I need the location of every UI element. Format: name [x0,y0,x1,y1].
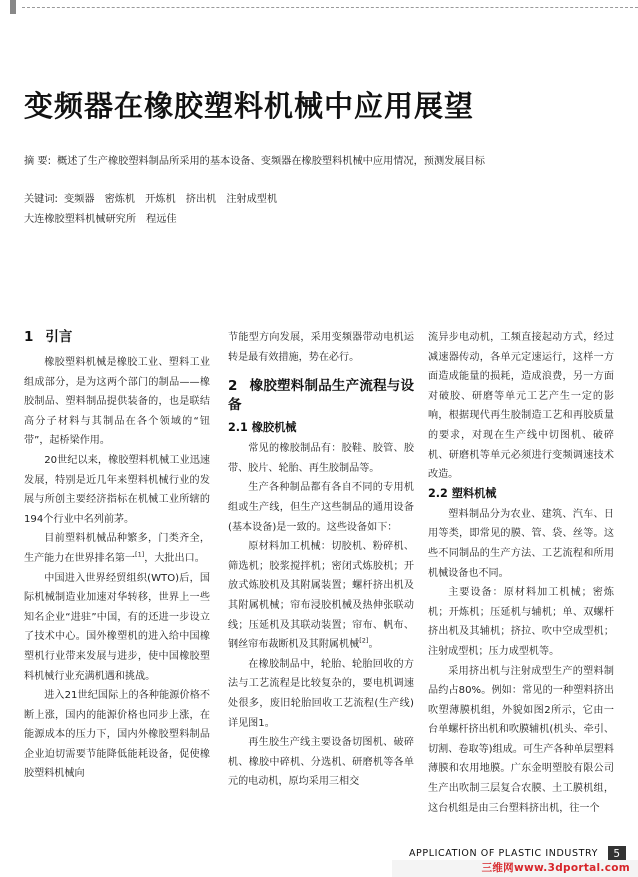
section-number: 2 [228,378,238,395]
citation: [1] [135,550,145,559]
paragraph: 主要设备：原材料加工机械；密炼机；开炼机；压延机与辅机；单、双螺杆挤出机及其辅机；挤拉、吹中空成型机；注射成型机；压力成型机等。 [428,587,614,657]
keyword: 开炼机 [145,194,176,205]
abstract-text: 概述了生产橡胶塑料制品所采用的基本设备、变频器在橡胶塑料机械中应用情况，预测发展目标 [57,156,485,167]
keyword: 变频器 [64,194,95,205]
column-2 [228,328,414,792]
top-border [0,0,638,14]
paragraph: 橡胶塑料机械是橡胶工业、塑料工业组成部分，是为这两个部门的制品——橡胶制品、塑料制品提供装备的，也是联结高分子材料与其制品在各个领域的“钮带”，起桥梁作用。 [24,357,210,447]
keyword: 挤出机 [185,194,217,205]
corner-mark [10,0,16,14]
page-number: 5 [608,846,626,862]
paragraph: 节能型方向发展，采用变频器带动电机运转是最有效措施，势在必行。 [228,332,414,363]
paragraph: 常见的橡胶制品有：胶鞋、胶管、胶带、胶片、轮胎、再生胶制品等。 [228,443,414,474]
affiliation [24,210,624,230]
paragraph: 20世纪以来，橡胶塑料机械工业迅速发展，特别是近几年来塑料机械行业的发展与所创主要经济指标在机械工业所辖的194个行业中名列前茅。 [24,454,210,525]
journal-name: APPLICATION OF PLASTIC INDUSTRY [408,848,598,859]
article-title: 变频器在橡胶塑料机械中应用展望 [24,89,475,123]
paragraph: 采用挤出机与注射成型生产的塑料制品约占80%。例如：常见的一种塑料挤出吹塑薄膜机组，外貌如图2所示，它由一台单螺杆挤出机和吹膜辅机(机头、牵引、切割、卷取等)组成。可生产各种单层塑料薄膜和农用地膜。广东金明塑胶有限公司生产出吹制三层复合农膜、土工膜机组，这台机组是由三台塑料挤出机，往一个 [428,665,614,814]
section-heading [24,328,210,347]
subsection-heading: 2.1 橡胶机械 [228,421,297,435]
paragraph-text: 目前塑料机械品种繁多，门类齐全，生产能力在世界排名第一 [24,533,210,564]
keyword: 注射成型机 [226,194,278,205]
paragraph [24,529,210,568]
subsection-heading: 2.2 塑料机械 [428,486,497,500]
dashed-rule [22,7,638,8]
abstract-label: 摘 要: [24,156,52,167]
paragraph-text: 。 [368,639,379,651]
paragraph-text: 原材料加工机械：切胶机、粉碎机、筛选机；胶浆搅拌机；密闭式炼胶机；开放式炼胶机及其附属装置；螺杆挤出机及其附属机械；帘布浸胶机械及热伸张联动线；压延机及其联动装置；帘布、帆布、钢丝帘布裁断机及其附属机械 [228,541,414,651]
paragraph: 塑料制品分为农业、建筑、汽车、日用等类，即常见的膜、管、袋、丝等。这些不同制品的生产方法、工艺流程和所用机械设备也不同。 [428,508,614,579]
citation: [2] [359,636,369,645]
paragraph-text: ，大批出口。 [144,552,205,564]
section-title: 橡胶塑料制品生产流程与设备 [228,378,414,414]
column-1 [24,328,210,784]
keywords-label: 关键词: [24,194,58,205]
paragraph: 流异步电动机，工频直接起动方式，经过减速器传动，各单元定速运行，这样一方面造成能量的损耗，造成浪费，另一方面对破胶、研磨等单元工艺产生一定的影响，根据现代再生胶制造工艺和再胶质量的要求，对现在生产线中切图机、破碎机、研磨机等单元必须进行变频调速技术改造。 [428,332,614,481]
paragraph: 进入21世纪国际上的各种能源价格不断上涨，国内的能源价格也同步上涨，在能源成本的压力下，国内外橡胶塑料制品企业迫切需要节能降低能耗设备，促使橡胶塑料机械向 [24,690,210,780]
section-title: 引言 [45,329,73,345]
paragraph: 再生胶生产线主要设备切图机、破碎机、橡胶中碎机、分选机、研磨机等各单元的电动机，原均采用三相交 [228,737,414,788]
section-number: 1 [24,329,34,345]
paragraph: 生产各种制品都有各自不同的专用机组或生产线，但生产这些制品的通用设备(基本设备)是一致的。这些设备如下： [228,482,414,533]
author-name: 程远佳 [146,214,177,225]
keyword: 密炼机 [104,194,136,205]
paragraph [228,537,414,655]
affiliation-org: 大连橡胶塑料机械研究所 [24,214,137,225]
section-heading [228,377,414,415]
keywords [24,190,624,210]
paragraph: 在橡胶制品中，轮胎、轮胎回收的方法与工艺流程是比较复杂的，要电机调速处很多，废旧轮胎回收工艺流程(生产线)详见图1。 [228,658,414,729]
column-3 [428,328,614,818]
paragraph: 中国进入世界经贸组织(WTO)后，国际机械制造业加速对华转移，世界上一些知名企业“进驻”中国，有的还进一步设立了技术中心。国外橡塑机的进入给中国橡塑机行业带来发展与进步，使中国橡胶塑料机械行业充满机遇和挑战。 [24,572,210,682]
watermark: 三维网www.3dportal.com [392,860,638,877]
abstract [24,152,624,172]
